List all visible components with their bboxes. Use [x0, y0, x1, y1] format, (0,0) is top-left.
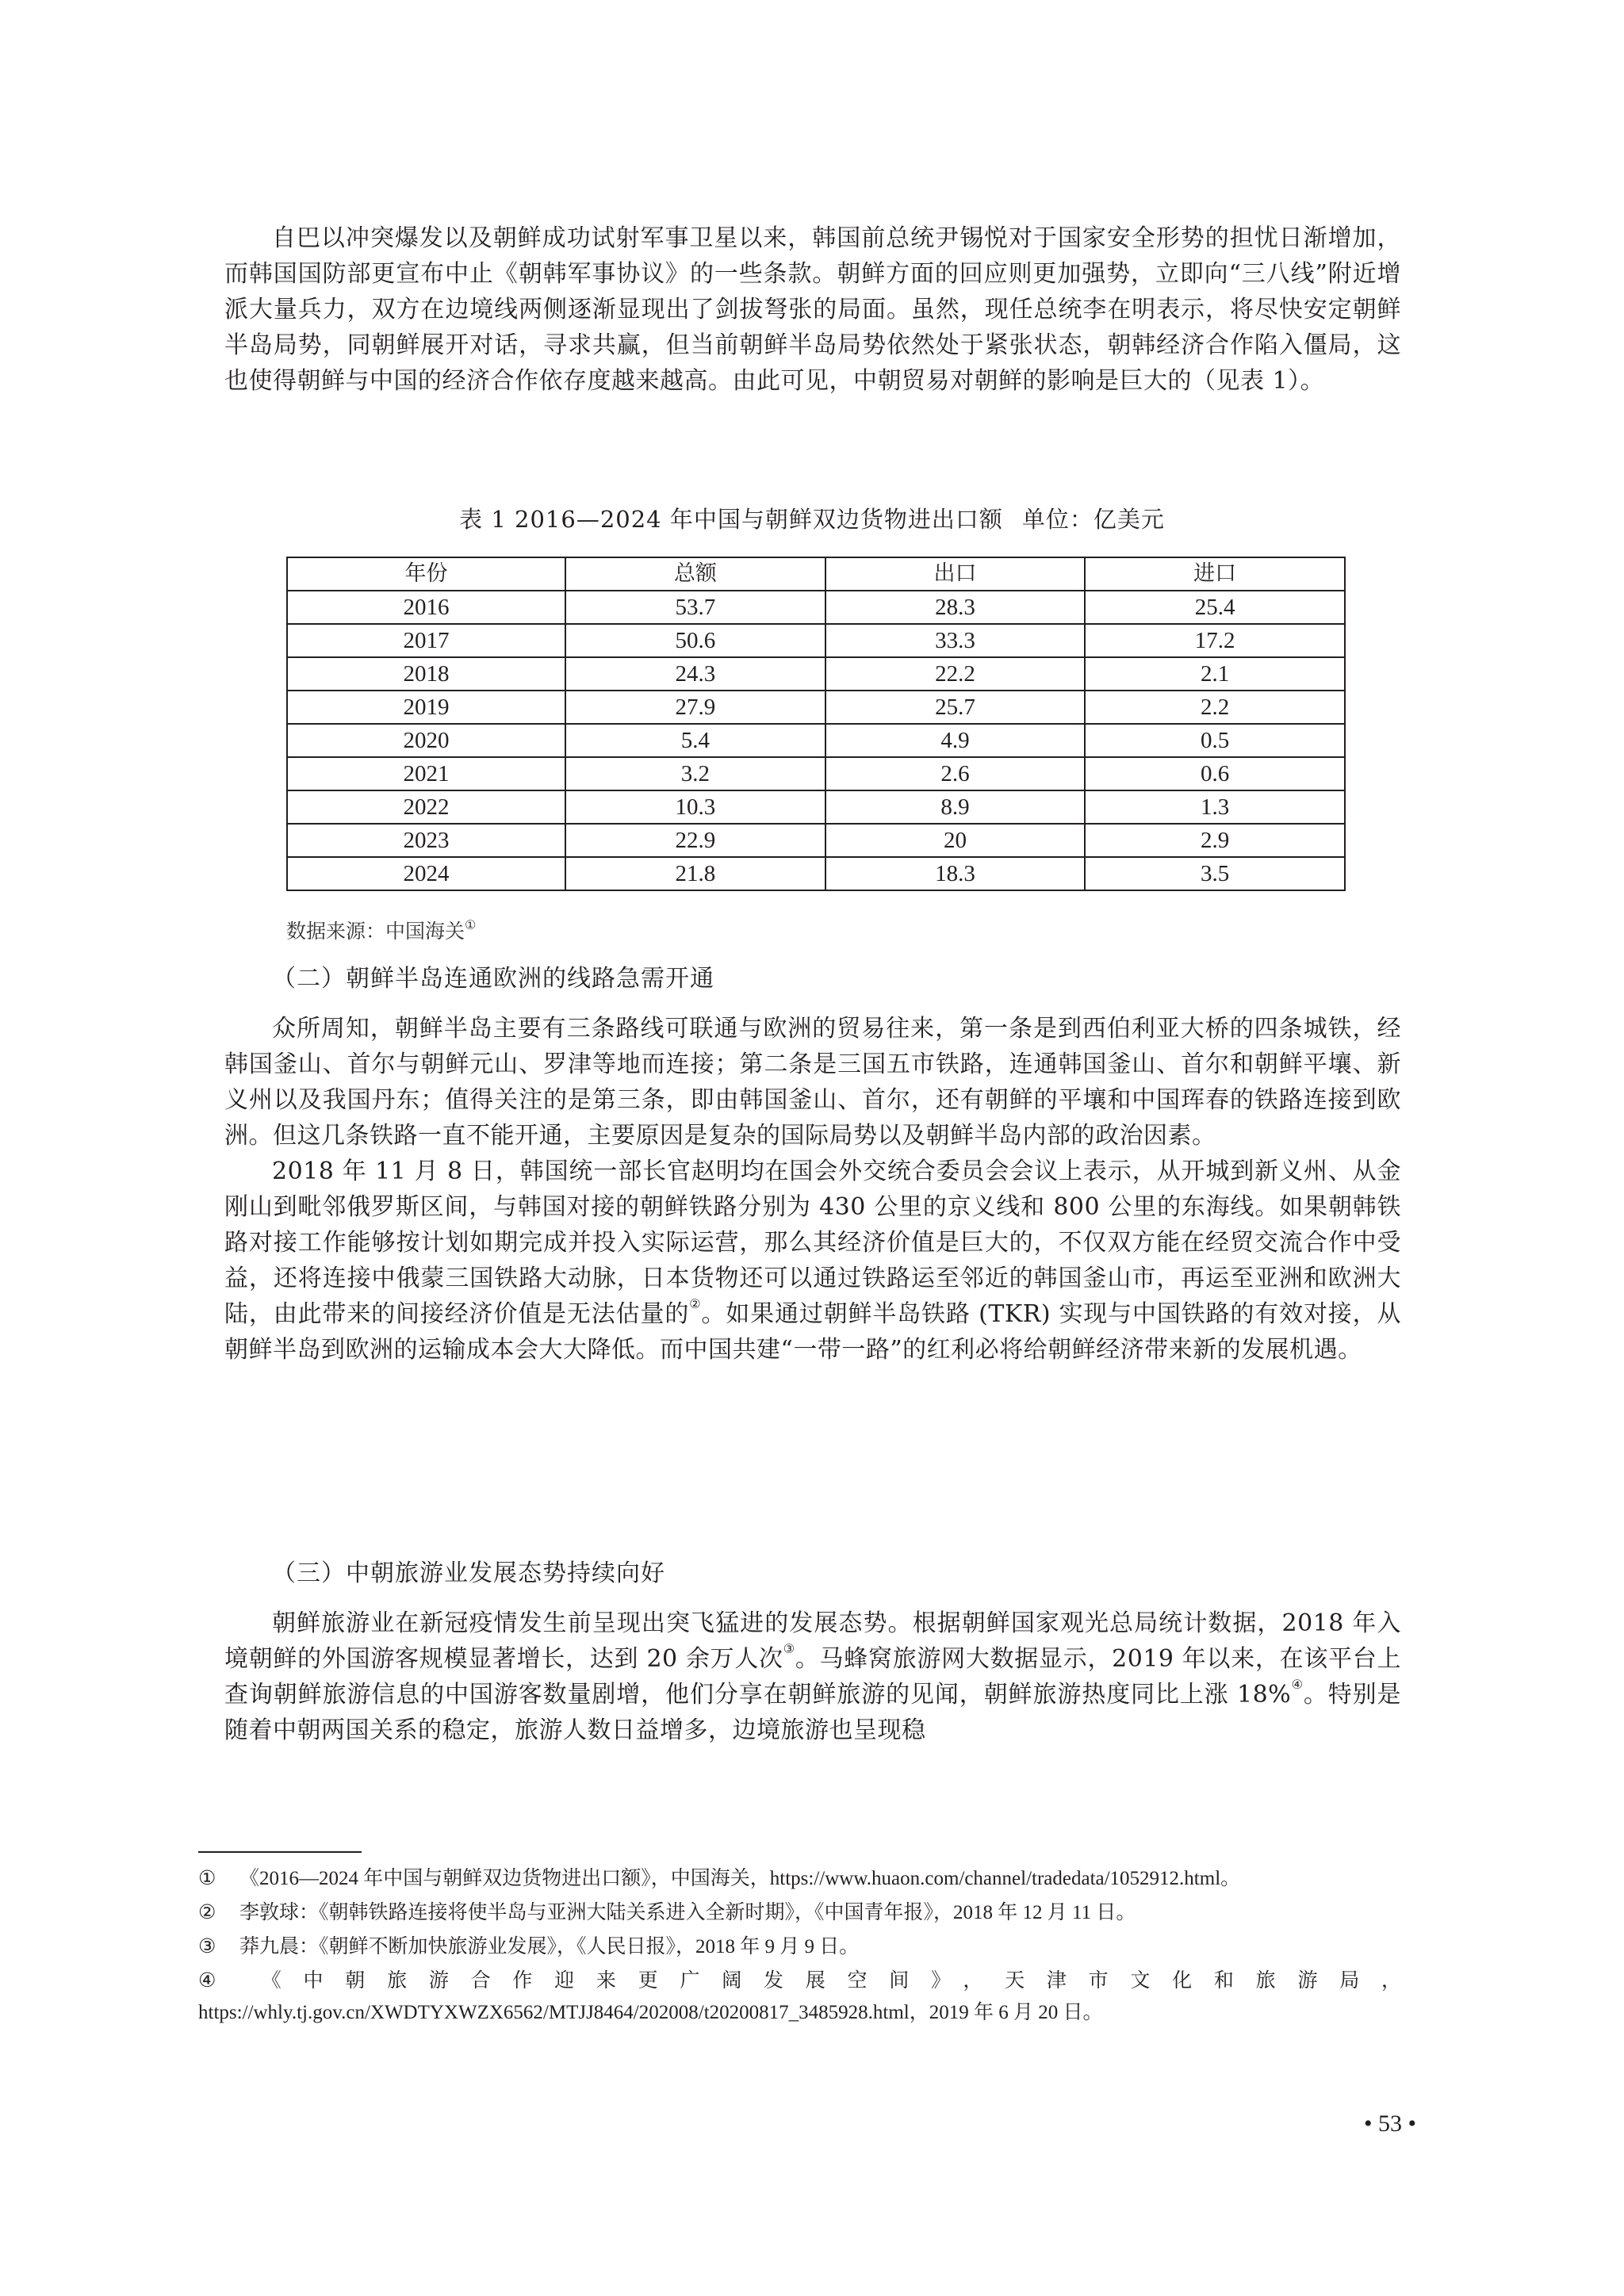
cell-total: 3.2: [565, 757, 825, 790]
paragraph-tourism-b: 。马蜂窝旅游网大数据显示，2019 年以来，在该平台上查询朝鲜旅游信息的中国游客数量剧增，他们分享在朝鲜旅游的见闻，朝鲜旅游热度同比上涨 18%: [224, 1645, 1402, 1709]
cell-year: 2019: [287, 691, 565, 724]
table-unit: 单位：亿美元: [1021, 506, 1165, 533]
paragraph-tourism-a: 朝鲜旅游业在新冠疫情发生前呈现出突飞猛进的发展态势。根据朝鲜国家观光总局统计数据，2018 年入境朝鲜的外国游客规模显著增长，达到 20 余万人次: [224, 1609, 1401, 1673]
cell-import: 2.9: [1085, 824, 1345, 857]
table-title: 表 1 2016—2024 年中国与朝鲜双边货物进出口额: [459, 506, 1003, 533]
col-header-year: 年份: [287, 557, 565, 591]
col-header-total: 总额: [565, 557, 825, 591]
cell-total: 22.9: [565, 824, 825, 857]
section3-heading: （三）中朝旅游业发展态势持续向好: [272, 1559, 665, 1587]
cell-import: 1.3: [1085, 790, 1345, 824]
cell-export: 20: [825, 824, 1086, 857]
cell-total: 21.8: [565, 857, 825, 890]
section2-heading: （二）朝鲜半岛连通欧洲的线路急需开通: [272, 965, 714, 993]
table-row: [287, 691, 1345, 724]
section2-body: [224, 1011, 1401, 1368]
cell-year: 2016: [287, 591, 565, 624]
cell-total: 50.6: [565, 624, 825, 657]
footnote-item: [198, 1863, 1401, 1895]
cell-import: 25.4: [1085, 591, 1345, 624]
cell-year: 2021: [287, 757, 565, 790]
cell-export: 33.3: [825, 624, 1086, 657]
table-row: [287, 857, 1345, 890]
table-header-row: [287, 557, 1345, 591]
paragraph-rail-routes: 众所周知，朝鲜半岛主要有三条路线可联通与欧洲的贸易往来，第一条是到西伯利亚大桥的四条城铁，经韩国釜山、首尔与朝鲜元山、罗津等地而连接；第二条是三国五市铁路，连通韩国釜山、首尔和朝鲜平壤、新义州以及我国丹东；值得关注的是第三条，即由韩国釜山、首尔，还有朝鲜的平壤和中国珲春的铁路连接到欧洲。但这几条铁路一直不能开通，主要原因是复杂的国际局势以及朝鲜半岛内部的政治因素。: [224, 1015, 1401, 1150]
cell-export: 28.3: [825, 591, 1086, 624]
table-row: [287, 790, 1345, 824]
footnote-text: 《2016—2024 年中国与朝鲜双边货物进出口额》，中国海关，https://www.huaon.com/channel/tradedata/1052912.html。: [239, 1868, 1241, 1889]
cell-total: 53.7: [565, 591, 825, 624]
paragraph-rail-connection: [224, 1154, 1401, 1368]
col-header-export: 出口: [825, 557, 1086, 591]
cell-export: 22.2: [825, 657, 1086, 691]
paragraph-rail-connection-b: 。如果通过朝鲜半岛铁路 (TKR) 实现与中国铁路的有效对接，从朝鲜半岛到欧洲的运输成本会大大降低。而中国共建“一带一路”的红利必将给朝鲜经济带来新的发展机遇。: [224, 1300, 1402, 1364]
footnote-number: ①: [198, 1868, 216, 1889]
table-caption: [0, 502, 1624, 538]
footnote-number: ②: [198, 1902, 216, 1923]
footnote-divider: [198, 1851, 362, 1853]
page-number: • 53 •: [1364, 2110, 1417, 2137]
cell-total: 10.3: [565, 790, 825, 824]
cell-export: 8.9: [825, 790, 1086, 824]
table-row: [287, 591, 1345, 624]
cell-year: 2017: [287, 624, 565, 657]
table-row: [287, 724, 1345, 757]
source-label: 数据来源：中国海关: [286, 920, 465, 943]
table-row: [287, 657, 1345, 691]
cell-total: 27.9: [565, 691, 825, 724]
cell-year: 2023: [287, 824, 565, 857]
cell-import: 3.5: [1085, 857, 1345, 890]
paragraph-tourism: [224, 1605, 1401, 1748]
section3-body: [224, 1605, 1401, 1748]
cell-total: 24.3: [565, 657, 825, 691]
trade-table: [286, 557, 1346, 891]
cell-year: 2020: [287, 724, 565, 757]
footnote-text: 莽九晨：《朝鲜不断加快旅游业发展》，《人民日报》，2018 年 9 月 9 日。: [239, 1936, 860, 1957]
footnote-ref-4[interactable]: ④: [1291, 1677, 1304, 1692]
paragraph-tourism-c: 。特别是随着中朝两国关系的稳定，旅游人数日益增多，边境旅游也呈现稳: [224, 1681, 1402, 1744]
cell-year: 2018: [287, 657, 565, 691]
footnote-text: 《中朝旅游合作迎来更广阔发展空间》，天津市文化和旅游局，https://whly.tj.gov.cn/XWDTYXWZX6562/MTJJ8464/202008/t20200817_3485928.html，2019 年 6 月 20 日。: [198, 1970, 1401, 2023]
table-row: [287, 624, 1345, 657]
cell-export: 2.6: [825, 757, 1086, 790]
cell-import: 0.6: [1085, 757, 1345, 790]
cell-year: 2022: [287, 790, 565, 824]
footnotes: [198, 1863, 1401, 2031]
footnote-item: [198, 1897, 1401, 1929]
table-source-note: [286, 917, 476, 946]
cell-import: 0.5: [1085, 724, 1345, 757]
cell-year: 2024: [287, 857, 565, 890]
table-row: [287, 757, 1345, 790]
table-row: [287, 824, 1345, 857]
footnote-item: [198, 1931, 1401, 1963]
section1-body: [224, 220, 1401, 399]
cell-export: 18.3: [825, 857, 1086, 890]
col-header-import: 进口: [1085, 557, 1345, 591]
footnote-number: ③: [198, 1936, 216, 1957]
paragraph-rail-connection-a: 2018 年 11 月 8 日，韩国统一部长官赵明均在国会外交统合委员会会议上表示，从开城到新义州、从金刚山到毗邻俄罗斯区间，与韩国对接的朝鲜铁路分别为 430 公里的京义线和 800 公里的东海线。如果朝韩铁路对接工作能够按计划如期完成并投入实际运营，那么其经济价值是巨大的，不仅双方能在经贸交流合作中受益，还将连接中俄蒙三国铁路大动脉，日本货物还可以通过铁路运至邻近的韩国釜山市，再运至亚洲和欧洲大陆，由此带来的间接经济价值是无法估量的: [224, 1158, 1401, 1328]
footnote-item: [198, 1965, 1401, 2029]
cell-import: 17.2: [1085, 624, 1345, 657]
footnote-ref-2[interactable]: ②: [689, 1296, 702, 1311]
cell-import: 2.1: [1085, 657, 1345, 691]
footnote-number: ④: [198, 1970, 216, 1992]
cell-import: 2.2: [1085, 691, 1345, 724]
footnote-ref-1[interactable]: ①: [465, 917, 477, 932]
cell-export: 4.9: [825, 724, 1086, 757]
paragraph-trade-context: 自巴以冲突爆发以及朝鲜成功试射军事卫星以来，韩国前总统尹锡悦对于国家安全形势的担忧日渐增加，而韩国国防部更宣布中止《朝韩军事协议》的一些条款。朝鲜方面的回应则更加强势，立即向“三八线”附近增派大量兵力，双方在边境线两侧逐渐显现出了剑拔弩张的局面。虽然，现任总统李在明表示，将尽快安定朝鲜半岛局势，同朝鲜展开对话，寻求共赢，但当前朝鲜半岛局势依然处于紧张状态，朝韩经济合作陷入僵局，这也使得朝鲜与中国的经济合作依存度越来越高。由此可见，中朝贸易对朝鲜的影响是巨大的（见表 1）。: [224, 224, 1401, 395]
cell-total: 5.4: [565, 724, 825, 757]
footnote-ref-3[interactable]: ③: [783, 1641, 795, 1656]
footnote-text: 李敦球：《朝韩铁路连接将使半岛与亚洲大陆关系进入全新时期》，《中国青年报》，2018 年 12 月 11 日。: [239, 1902, 1136, 1923]
cell-export: 25.7: [825, 691, 1086, 724]
